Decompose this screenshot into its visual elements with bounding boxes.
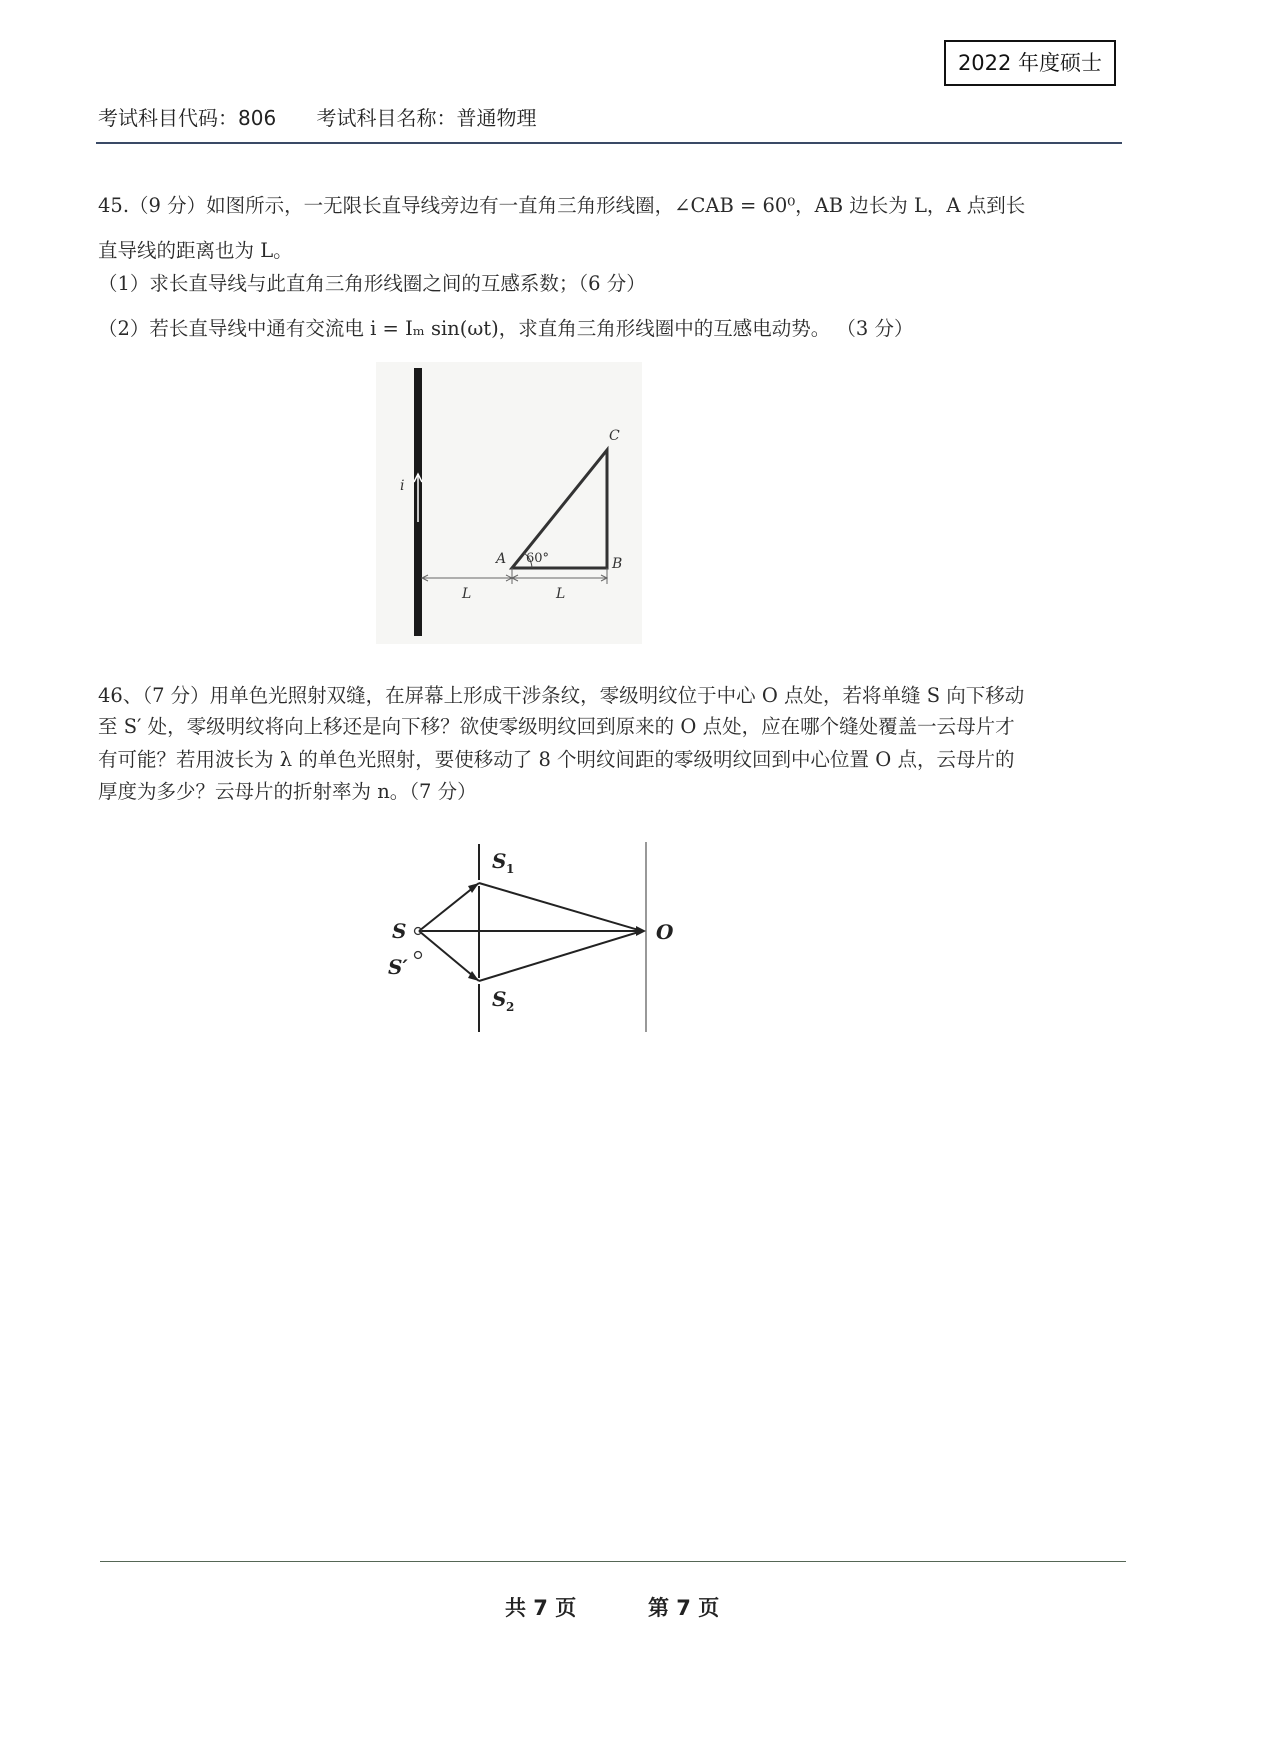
current-page: 第 7 页 (648, 1596, 720, 1620)
subject-name: 考试科目名称：普通物理 (316, 106, 537, 130)
q46-line-1: 46、（7 分）用单色光照射双缝，在屏幕上形成干涉条纹，零级明纹位于中心 O 点处，若将单缝 S 向下移动 (98, 684, 1025, 707)
header-divider (96, 142, 1122, 144)
q46-figure (380, 838, 680, 1038)
q46-line-2: 至 S′ 处，零级明纹将向上移还是向下移？欲使零级明纹回到原来的 O 点处，应在哪个缝处覆盖一云母片才 (98, 715, 1015, 738)
subject-info (98, 102, 571, 131)
total-pages: 共 7 页 (505, 1596, 577, 1620)
label-S1: S (492, 849, 507, 873)
label-S1-subscript: 1 (506, 862, 515, 876)
label-S2: S (492, 987, 507, 1011)
ray-s-s2 (419, 931, 479, 981)
q45-part-1: （1）求长直导线与此直角三角形线圈之间的互感系数；（6 分） (98, 272, 646, 295)
label-C: C (609, 428, 620, 444)
q46-line-4: 厚度为多少？云母片的折射率为 n。（7 分） (98, 780, 477, 803)
subject-code: 考试科目代码：806 (98, 106, 277, 130)
label-i: i (400, 478, 405, 494)
label-L-1: L (462, 586, 472, 602)
q45-part-2: （2）若长直导线中通有交流电 i = Iₘ sin(ωt)，求直角三角形线圈中的互感电动势。 （3 分） (98, 317, 914, 340)
ray-s1-o (479, 883, 642, 931)
angle-label: 60° (526, 551, 550, 566)
q46-line-3: 有可能？若用波长为 λ 的单色光照射，要使移动了 8 个明纹间距的零级明纹回到中心位置 O 点，云母片的 (98, 748, 1015, 771)
label-B: B (612, 556, 623, 572)
label-S: S (392, 919, 407, 943)
q45-figure (376, 362, 642, 644)
label-O: O (656, 920, 674, 944)
label-S-prime: S′ (388, 955, 408, 979)
exam-year-box: 2022 年度硕士 (944, 40, 1116, 86)
q45-line-2: 直导线的距离也为 L。 (98, 239, 293, 262)
label-S2-subscript: 2 (506, 1000, 515, 1014)
source-s-prime-point (415, 952, 422, 959)
ray-s2-o (479, 931, 642, 981)
q45-line-1: 45.（9 分）如图所示，一无限长直导线旁边有一直角三角形线圈，∠CAB = 60⁰，AB 边长为 L，A 点到长 (98, 194, 1026, 217)
footer-divider (100, 1561, 1126, 1562)
label-A: A (496, 551, 507, 567)
ray-s-s1 (419, 883, 479, 931)
label-L-2: L (556, 586, 566, 602)
arrowhead-o-icon (636, 926, 646, 936)
